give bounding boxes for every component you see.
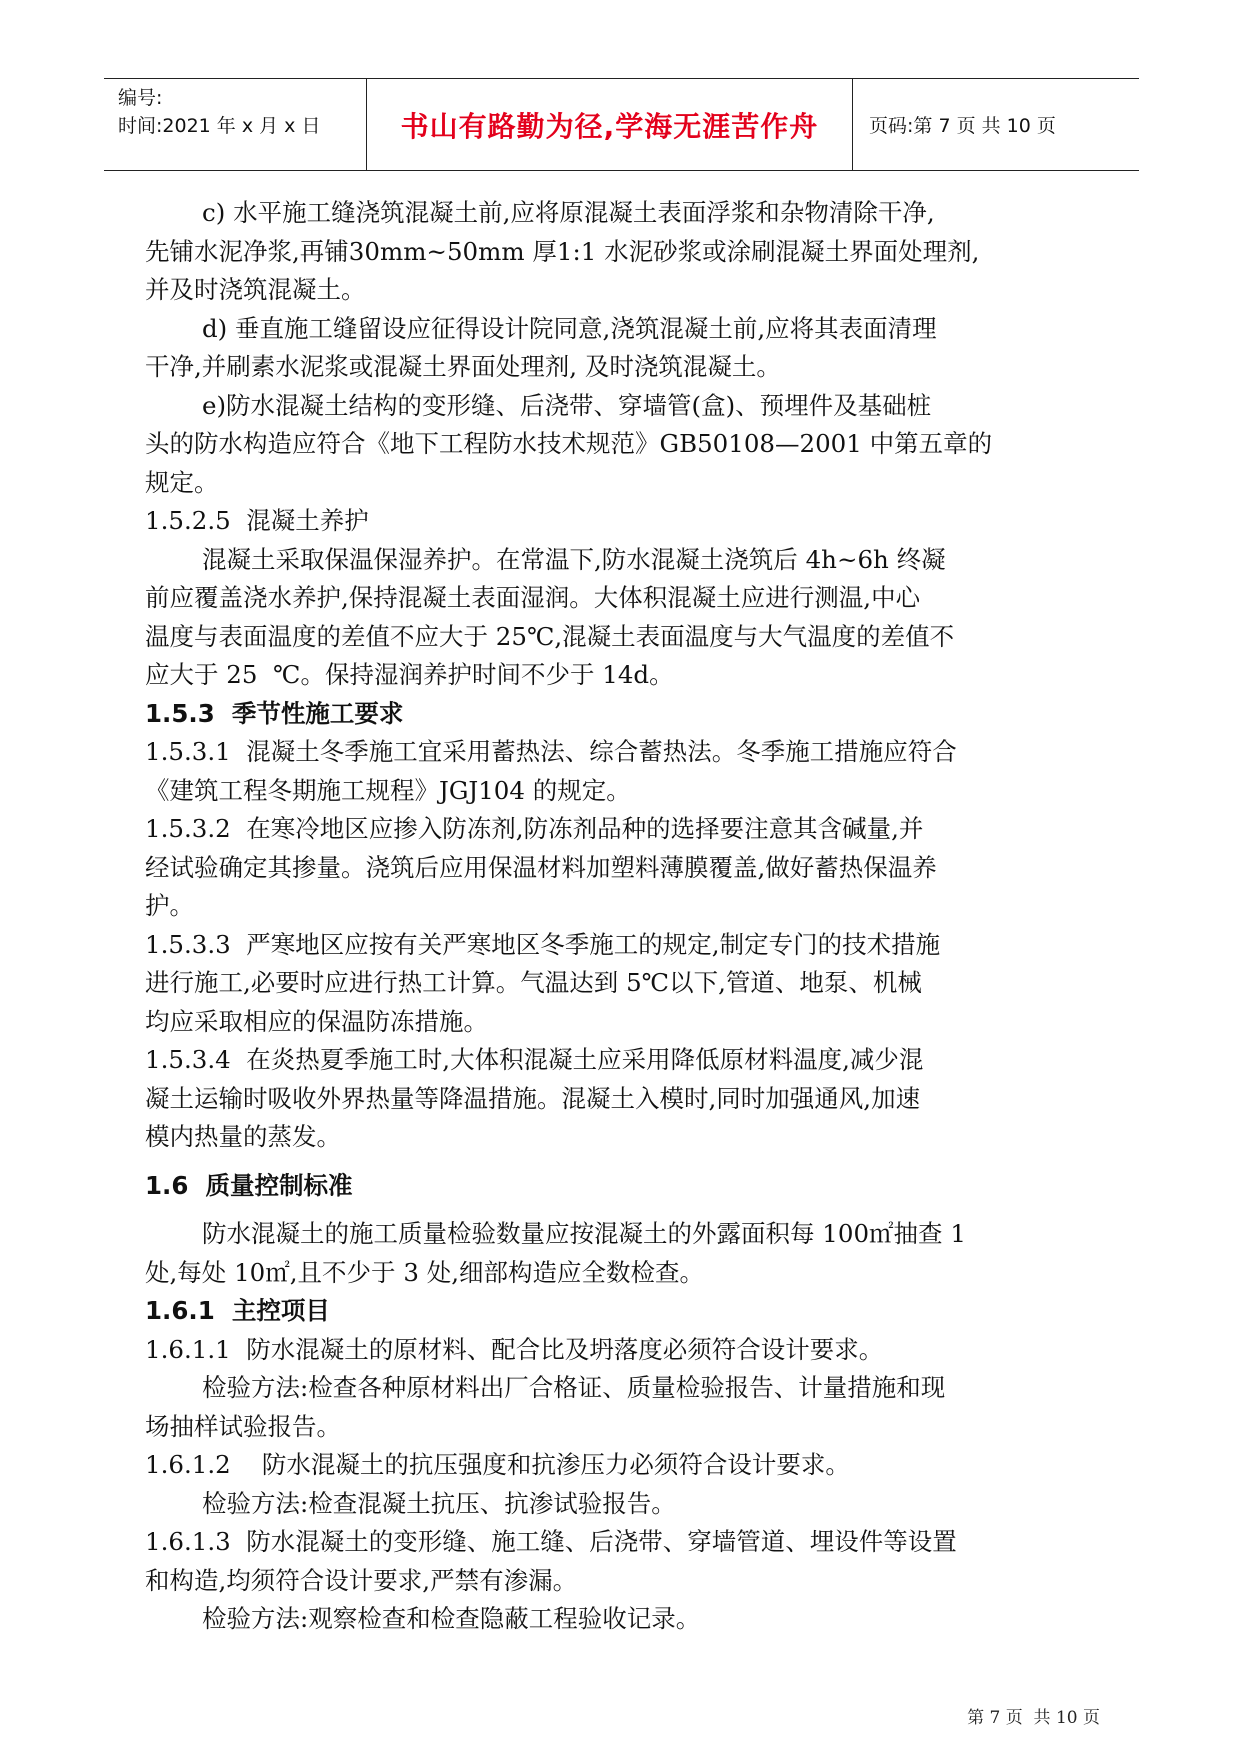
body-paragraph-line: c) 水平施工缝浇筑混凝土前,应将原混凝土表面浮浆和杂物清除干净, — [202, 198, 935, 227]
body-paragraph-line: 并及时浇筑混凝土。 — [145, 275, 366, 304]
body-paragraph-line: d) 垂直施工缝留设应征得设计院同意,浇筑混凝土前,应将其表面清理 — [202, 313, 937, 343]
page-footer-number: 第 7 页 共 10 页 — [967, 1708, 1100, 1728]
header-meta — [104, 79, 367, 170]
body-paragraph-line: 1.5.3.2 在寒冷地区应掺入防冻剂,防冻剂品种的选择要注意其含碱量,并 — [145, 814, 924, 843]
body-paragraph-line: 凝土运输时吸收外界热量等降温措施。混凝土入模时,同时加强通风,加速 — [145, 1083, 921, 1113]
section-heading: 1.6.1 主控项目 — [145, 1296, 330, 1325]
body-paragraph-line: 防水混凝土的施工质量检验数量应按混凝土的外露面积每 100㎡抽查 1 — [202, 1219, 966, 1248]
header-motto: 书山有路勤为径,学海无涯苦作舟 — [367, 79, 853, 170]
body-paragraph-line: 处,每处 10㎡,且不少于 3 处,细部构造应全数检查。 — [145, 1257, 704, 1287]
body-paragraph-line: 1.6.1.3 防水混凝土的变形缝、施工缝、后浇带、穿墙管道、埋设件等设置 — [145, 1527, 957, 1556]
body-paragraph-line: 温度与表面温度的差值不应大于 25℃,混凝土表面温度与大气温度的差值不 — [145, 621, 955, 651]
document-date-label: 时间:2021 年 x 月 x 日 — [118, 115, 321, 137]
body-paragraph-line: 干净,并刷素水泥浆或混凝土界面处理剂, 及时浇筑混凝土。 — [145, 352, 781, 381]
body-paragraph-line: 护。 — [145, 891, 194, 920]
body-paragraph-line: 1.6.1.1 防水混凝土的原材料、配合比及坍落度必须符合设计要求。 — [145, 1334, 884, 1364]
page-header — [104, 78, 1139, 171]
body-paragraph-line: e)防水混凝土结构的变形缝、后浇带、穿墙管(盒)、预埋件及基础桩 — [202, 390, 932, 420]
body-paragraph-line: 模内热量的蒸发。 — [145, 1122, 341, 1151]
body-paragraph-line: 均应采取相应的保温防冻措施。 — [145, 1006, 488, 1036]
body-paragraph-line: 头的防水构造应符合《地下工程防水技术规范》GB50108—2001 中第五章的 — [145, 429, 993, 458]
body-paragraph-line: 前应覆盖浇水养护,保持混凝土表面湿润。大体积混凝土应进行测温,中心 — [145, 583, 921, 612]
body-paragraph-line: 1.5.3.4 在炎热夏季施工时,大体积混凝土应采用降低原材料温度,减少混 — [145, 1045, 924, 1074]
body-paragraph-line: 应大于 25 ℃。保持湿润养护时间不少于 14d。 — [145, 660, 674, 689]
body-paragraph-line: 场抽样试验报告。 — [145, 1411, 341, 1441]
body-paragraph-line: 检验方法:检查各种原材料出厂合格证、质量检验报告、计量措施和现 — [202, 1373, 946, 1402]
body-paragraph-line: 进行施工,必要时应进行热工计算。气温达到 5℃以下,管道、地泵、机械 — [145, 968, 922, 997]
section-heading: 1.5.3 季节性施工要求 — [145, 698, 404, 728]
body-paragraph-line: 先铺水泥净浆,再铺30mm~50mm 厚1:1 水泥砂浆或涂刷混凝土界面处理剂, — [145, 236, 980, 266]
header-page-number: 页码:第 7 页 共 10 页 — [869, 115, 1056, 137]
body-paragraph-line: 检验方法:检查混凝土抗压、抗渗试验报告。 — [202, 1488, 676, 1518]
body-paragraph-line: 混凝土采取保温保湿养护。在常温下,防水混凝土浇筑后 4h~6h 终凝 — [202, 544, 946, 574]
document-body — [145, 194, 1100, 1639]
body-paragraph-line: 和构造,均须符合设计要求,严禁有渗漏。 — [145, 1565, 578, 1595]
body-paragraph-line: 经试验确定其掺量。浇筑后应用保温材料加塑料薄膜覆盖,做好蓄热保温养 — [145, 852, 937, 882]
body-paragraph-line: 1.6.1.2 防水混凝土的抗压强度和抗渗压力必须符合设计要求。 — [145, 1450, 850, 1479]
body-paragraph-line: 1.5.3.3 严寒地区应按有关严寒地区冬季施工的规定,制定专门的技术措施 — [145, 929, 941, 959]
body-paragraph-line: 《建筑工程冬期施工规程》JGJ104 的规定。 — [145, 775, 631, 805]
body-paragraph-line: 规定。 — [145, 467, 219, 497]
body-paragraph-line: 1.5.3.1 混凝土冬季施工宜采用蓄热法、综合蓄热法。冬季施工措施应符合 — [145, 737, 957, 766]
body-paragraph-line: 检验方法:观察检查和检查隐蔽工程验收记录。 — [202, 1604, 701, 1633]
subsection-title: 1.5.2.5 混凝土养护 — [145, 506, 369, 535]
section-heading: 1.6 质量控制标准 — [145, 1170, 353, 1200]
document-number-label: 编号: — [118, 87, 163, 109]
